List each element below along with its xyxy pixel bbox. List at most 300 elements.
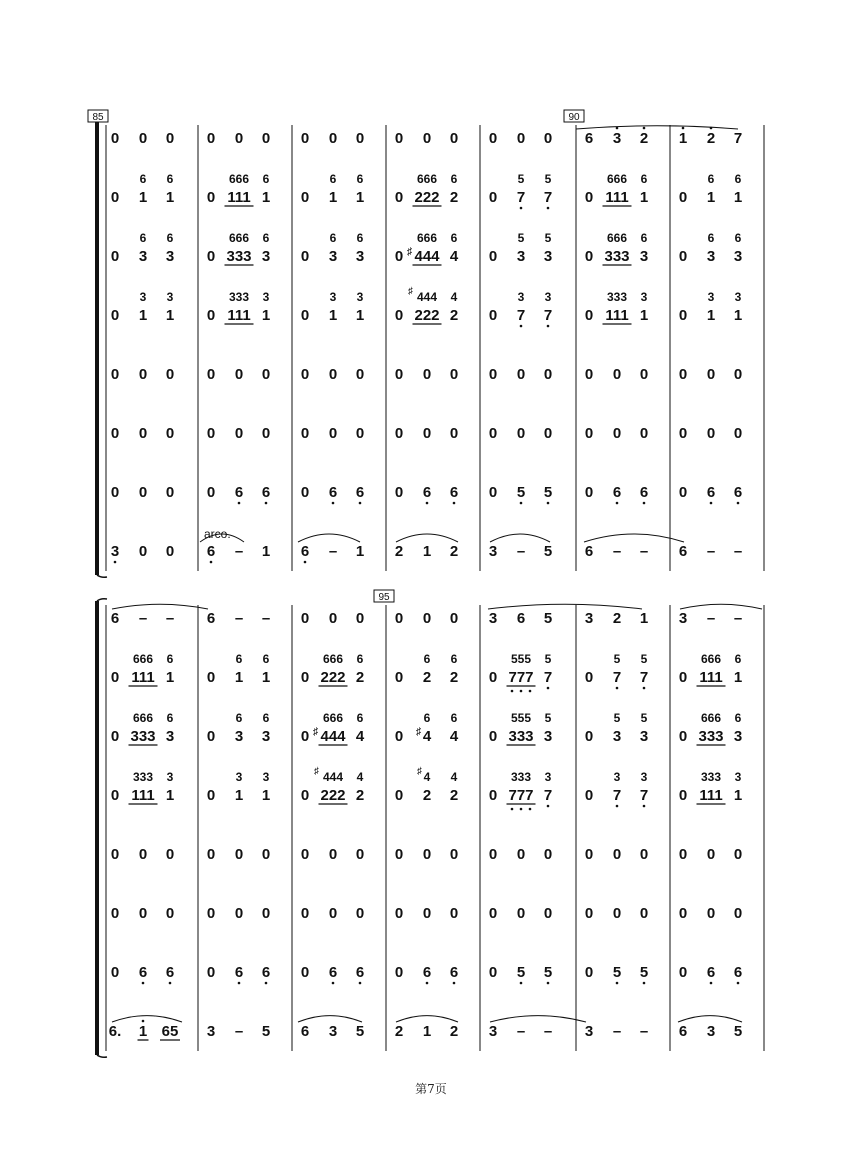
note	[138, 1020, 149, 1040]
note	[707, 846, 715, 863]
note	[585, 728, 593, 745]
note-number: 0	[110, 484, 120, 501]
note	[517, 290, 525, 327]
staff-7	[109, 1020, 742, 1040]
note-top: 3	[613, 770, 621, 784]
note-number: 0	[300, 425, 310, 442]
note	[356, 1023, 364, 1040]
note-number: 0	[394, 425, 404, 442]
note-number: 444	[320, 728, 346, 745]
note-number: 0	[733, 366, 743, 383]
note	[356, 484, 364, 504]
note	[225, 172, 254, 206]
note	[166, 905, 174, 922]
note	[329, 484, 337, 504]
note-number: 0	[584, 669, 594, 686]
note-top: 4	[356, 770, 364, 784]
note-number: 0	[584, 307, 594, 324]
note	[329, 425, 337, 442]
note	[423, 130, 431, 147]
note	[166, 652, 174, 686]
note-top: 333	[606, 290, 628, 304]
note-top: 6	[262, 172, 270, 186]
note-top: 444	[416, 290, 438, 304]
note-number: –	[516, 543, 526, 560]
note	[679, 189, 687, 206]
note-number: 0	[394, 366, 404, 383]
note	[111, 248, 119, 265]
note	[640, 770, 648, 807]
note-number: 0	[206, 484, 216, 501]
note-number: 0	[234, 366, 244, 383]
note-number: 333	[226, 248, 252, 265]
note	[111, 189, 119, 206]
note	[734, 130, 742, 147]
note	[640, 172, 648, 206]
note-number: 5	[733, 1023, 743, 1040]
note-top: 666	[132, 652, 154, 666]
note	[450, 231, 459, 265]
octave-dot-below	[520, 808, 523, 811]
note-top: 3	[166, 770, 174, 784]
note-number: 0	[110, 669, 120, 686]
note	[679, 964, 687, 981]
note-top: 444	[322, 770, 344, 784]
note	[544, 770, 552, 807]
note-number: 777	[508, 669, 534, 686]
note	[356, 231, 364, 265]
note-number: 0	[165, 425, 175, 442]
staff-7	[111, 543, 742, 563]
note-number: 5	[639, 964, 649, 981]
note-top: 3	[356, 290, 364, 304]
note	[613, 846, 621, 863]
note	[408, 286, 442, 324]
note-number: 0	[206, 964, 216, 981]
note-number: 0	[584, 846, 594, 863]
note	[301, 846, 309, 863]
note	[585, 130, 593, 147]
note-number: 0	[110, 964, 120, 981]
octave-dot-below	[142, 982, 145, 985]
note-number: 0	[584, 484, 594, 501]
note-number: 1	[261, 669, 271, 686]
note-number: 5	[261, 1023, 271, 1040]
slur	[680, 604, 762, 609]
note	[585, 669, 593, 686]
note-number: 1	[165, 189, 175, 206]
note-number: 111	[227, 189, 251, 206]
note-number: 1	[328, 189, 338, 206]
note-number: 0	[165, 130, 175, 147]
note-number: 111	[227, 307, 251, 324]
note-number: 0	[300, 189, 310, 206]
bracket-hook-top	[97, 599, 107, 601]
note-number: 0	[394, 130, 404, 147]
octave-dot-below	[529, 808, 532, 811]
note-number: 0	[394, 248, 404, 265]
note-number: 0	[639, 366, 649, 383]
note	[395, 248, 403, 265]
note-number: 6	[300, 1023, 310, 1040]
note-number: 3	[261, 728, 271, 745]
note-number: 6	[584, 543, 594, 560]
note	[613, 127, 621, 147]
note	[301, 248, 309, 265]
octave-dot-below	[737, 982, 740, 985]
note-top: 6	[450, 231, 458, 245]
note-top: 3	[235, 770, 243, 784]
note	[450, 290, 458, 324]
note-number: 0	[678, 787, 688, 804]
note	[166, 543, 174, 560]
note-number: 4	[355, 728, 365, 745]
note	[734, 964, 742, 984]
note-top: 555	[510, 652, 532, 666]
note-number: 0	[733, 905, 743, 922]
note-number: 0	[488, 846, 498, 863]
note	[329, 846, 337, 863]
note	[613, 652, 621, 689]
note	[613, 543, 621, 560]
note-top: 6	[139, 231, 147, 245]
note-top: 5	[517, 231, 525, 245]
note-number: 0	[516, 846, 526, 863]
note-number: 3	[706, 248, 716, 265]
note	[423, 652, 431, 686]
note	[489, 130, 497, 147]
note	[301, 905, 309, 922]
note-top: 6	[640, 172, 648, 186]
note-number: –	[706, 610, 716, 627]
octave-dot-below	[520, 207, 523, 210]
note	[166, 231, 174, 265]
note	[679, 307, 687, 324]
note-number: 0	[328, 846, 338, 863]
note-top: 333	[228, 290, 250, 304]
note-number: 2	[449, 787, 459, 804]
note-number: 3	[165, 728, 175, 745]
slur	[678, 1016, 742, 1022]
octave-dot-below	[426, 982, 429, 985]
note-number: 3	[706, 1023, 716, 1040]
note	[207, 425, 215, 442]
octave-dot-below	[710, 502, 713, 505]
note-number: 0	[394, 669, 404, 686]
note-number: –	[612, 543, 622, 560]
system-bracket	[95, 121, 99, 575]
note-top: 4	[450, 290, 458, 304]
note-number: 0	[300, 130, 310, 147]
note-number: 6	[639, 484, 649, 501]
note-top: 5	[640, 711, 648, 725]
note	[544, 425, 552, 442]
note-number: 3	[733, 248, 743, 265]
note	[301, 425, 309, 442]
note	[407, 231, 442, 265]
note-number: 0	[394, 484, 404, 501]
note	[301, 366, 309, 383]
note	[517, 172, 525, 209]
note	[166, 172, 174, 206]
note-number: 0	[584, 905, 594, 922]
note-number: 0	[584, 964, 594, 981]
note	[679, 669, 687, 686]
note-number: 0	[706, 846, 716, 863]
rehearsal-number: 90	[568, 112, 580, 123]
octave-dot-below	[710, 982, 713, 985]
staff-0	[111, 127, 742, 147]
octave-dot-below	[616, 687, 619, 690]
note-number: 0	[449, 610, 459, 627]
octave-dot-below	[529, 690, 532, 693]
bracket-hook-bottom	[97, 575, 107, 577]
note-top: 6	[166, 172, 174, 186]
note-number: 0	[110, 248, 120, 265]
note	[544, 711, 552, 745]
note-number: 0	[394, 189, 404, 206]
note	[544, 130, 552, 147]
note	[585, 1023, 593, 1040]
note	[507, 770, 536, 810]
note	[544, 905, 552, 922]
note-number: 111	[605, 189, 629, 206]
note	[329, 964, 337, 984]
note-top: 333	[132, 770, 154, 784]
note-number: 0	[261, 905, 271, 922]
note-number: 1	[165, 307, 175, 324]
note	[585, 484, 593, 501]
note-number: 0	[138, 484, 148, 501]
staff-0	[111, 610, 742, 627]
note	[640, 652, 648, 689]
note-number: 0	[138, 425, 148, 442]
note-number: 0	[206, 366, 216, 383]
octave-dot-below	[520, 982, 523, 985]
note-number: 0	[612, 846, 622, 863]
note-number: 1	[678, 130, 688, 147]
note	[166, 770, 174, 804]
note	[262, 652, 270, 686]
note	[207, 543, 215, 563]
note	[585, 787, 593, 804]
note	[544, 610, 552, 627]
note-top: 5	[613, 652, 621, 666]
note-number: 4	[449, 728, 459, 745]
octave-dot-below	[547, 502, 550, 505]
note	[585, 610, 593, 627]
note-number: 6	[422, 484, 432, 501]
note	[262, 610, 270, 627]
note-number: 3	[110, 543, 120, 560]
note-number: 6	[261, 964, 271, 981]
staff-1	[111, 652, 742, 692]
system-1	[95, 590, 764, 1057]
note	[262, 905, 270, 922]
note-number: 0	[206, 425, 216, 442]
note-number: 0	[488, 669, 498, 686]
note-number: 0	[206, 787, 216, 804]
note-number: 1	[733, 669, 743, 686]
note	[395, 964, 403, 981]
note	[413, 172, 442, 206]
note-top: 5	[544, 652, 552, 666]
note	[734, 610, 742, 627]
note-number: 6	[261, 484, 271, 501]
note	[329, 231, 337, 265]
note	[235, 610, 243, 627]
note-number: 6	[234, 964, 244, 981]
note	[544, 964, 552, 984]
note-number: 0	[543, 846, 553, 863]
note-number: 6	[733, 484, 743, 501]
note	[129, 770, 158, 804]
note-number: 2	[449, 669, 459, 686]
note	[356, 366, 364, 383]
note-number: 65	[161, 1023, 179, 1040]
note	[640, 964, 648, 984]
note	[707, 905, 715, 922]
staff-3	[111, 286, 742, 327]
note-number: 0	[300, 307, 310, 324]
note-number: 0	[261, 846, 271, 863]
note	[314, 766, 348, 804]
note-number: 0	[300, 484, 310, 501]
note-number: 0	[206, 905, 216, 922]
note-number: 0	[516, 130, 526, 147]
note-top: 666	[322, 711, 344, 725]
note-number: 0	[678, 669, 688, 686]
note-number: 0	[206, 248, 216, 265]
note-number: –	[543, 1023, 553, 1040]
note	[129, 711, 158, 745]
note-top: 5	[544, 711, 552, 725]
note-top: 6	[734, 231, 742, 245]
note-number: 111	[699, 787, 723, 804]
note	[207, 964, 215, 981]
note	[544, 290, 552, 327]
note	[640, 290, 648, 324]
note	[301, 189, 309, 206]
note	[450, 905, 458, 922]
note-number: 6	[355, 484, 365, 501]
note-number: 6	[612, 484, 622, 501]
staff-3	[111, 766, 742, 810]
note	[450, 964, 458, 984]
note-number: 0	[165, 905, 175, 922]
note-number: –	[234, 543, 244, 560]
note-number: 3	[206, 1023, 216, 1040]
note	[166, 846, 174, 863]
octave-dot-below	[616, 502, 619, 505]
note	[301, 787, 309, 804]
octave-dot-below	[520, 325, 523, 328]
note	[356, 770, 364, 804]
note	[262, 770, 270, 804]
note	[697, 711, 726, 745]
note	[262, 711, 270, 745]
note	[613, 484, 621, 504]
note	[640, 543, 648, 560]
note	[707, 610, 715, 627]
note	[301, 610, 309, 627]
note-top: 666	[228, 172, 250, 186]
octave-dot-below	[238, 502, 241, 505]
note-number: –	[234, 610, 244, 627]
sharp-sign: ♯	[406, 246, 413, 258]
note-number: 0	[394, 905, 404, 922]
note-number: 1	[422, 543, 432, 560]
note	[262, 543, 270, 560]
note-number: 5	[543, 543, 553, 560]
note-number: –	[328, 543, 338, 560]
note	[329, 366, 337, 383]
note	[139, 543, 147, 560]
note-number: 0	[206, 669, 216, 686]
note-number: 1	[355, 307, 365, 324]
note-top: 666	[228, 231, 250, 245]
note-number: 0	[706, 366, 716, 383]
note-number: 0	[328, 905, 338, 922]
note-number: –	[733, 543, 743, 560]
note-number: 6	[678, 1023, 688, 1040]
note-number: 0	[328, 610, 338, 627]
note-number: 3	[584, 1023, 594, 1040]
note-number: 0	[678, 484, 688, 501]
note	[395, 1023, 403, 1040]
note-top: 3	[734, 770, 742, 784]
note-number: 5	[543, 484, 553, 501]
note	[395, 728, 403, 745]
note	[139, 484, 147, 501]
note-number: 6	[449, 964, 459, 981]
note	[139, 172, 147, 206]
note	[207, 728, 215, 745]
note	[166, 130, 174, 147]
note-top: 3	[544, 770, 552, 784]
note	[640, 484, 648, 504]
octave-dot-below	[547, 325, 550, 328]
staff-6	[111, 484, 742, 504]
note	[139, 231, 147, 265]
note-number: 0	[422, 610, 432, 627]
note-number: 333	[508, 728, 534, 745]
note-number: 111	[605, 307, 629, 324]
note	[450, 130, 458, 147]
note-number: 0	[328, 425, 338, 442]
note	[356, 711, 365, 745]
note	[423, 425, 431, 442]
note-number: 0	[261, 366, 271, 383]
note-number: 111	[131, 787, 155, 804]
note-number: 0	[206, 846, 216, 863]
note	[329, 610, 337, 627]
note-number: 0	[706, 425, 716, 442]
note	[207, 307, 215, 324]
note	[395, 610, 403, 627]
note	[489, 484, 497, 501]
slur	[490, 1016, 586, 1022]
note	[585, 189, 593, 206]
note-number: 3	[543, 728, 553, 745]
note	[262, 846, 270, 863]
note-number: 0	[110, 130, 120, 147]
note	[734, 366, 742, 383]
note-number: 0	[488, 189, 498, 206]
staff-5	[111, 425, 742, 442]
note	[356, 964, 364, 984]
annotation-arco: arco.	[204, 527, 231, 541]
